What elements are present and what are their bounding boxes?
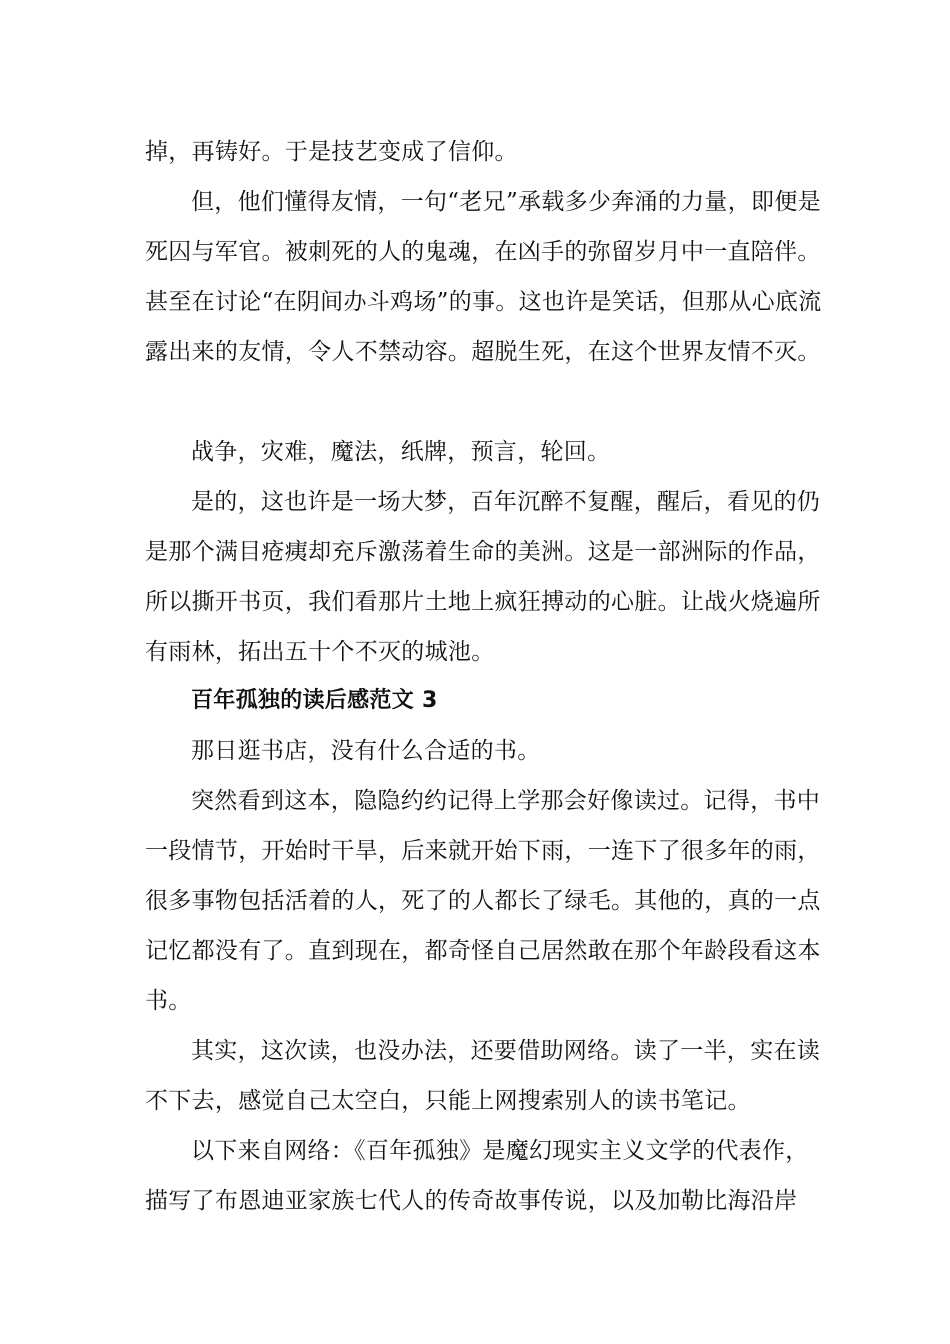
paragraph-keywords: 战争，灾难，魔法，纸牌，预言，轮回。 xyxy=(191,439,611,465)
paragraph-friendship: 但，他们懂得友情，一句“老兄”承载多少奔涌的力量，即便是死囚与军官。被刺死的人的鬼魂，在凶手的弥留岁月中一直陪伴。甚至在讨论“在阴间办斗鸡场”的事。这也许是笑话，但那从心底流露出来的友情，令人不禁动容。超脱生死，在这个世界友情不灭。 xyxy=(145,189,822,365)
paragraph-quote: 以下来自网络：《百年孤独》是魔幻现实主义文学的代表作，描写了布恩迪亚家族七代人的传奇故事传说，以及加勒比海沿岸 xyxy=(145,1138,809,1214)
section-heading: 百年孤独的读后感范文 3 xyxy=(191,688,438,713)
paragraph-bookstore: 那日逛书店，没有什么合适的书。 xyxy=(191,738,541,764)
paragraph-memory: 突然看到这本，隐隐约约记得上学那会好像读过。记得，书中一段情节，开始时干旱，后来就开始下雨，一连下了很多年的雨，很多事物包括活着的人，死了的人都长了绿毛。其他的，真的一点记忆都没有了。直到现在，都奇怪自己居然敢在那个年龄段看这本书。 xyxy=(145,788,821,1014)
paragraph-reading: 其实，这次读，也没办法，还要借助网络。读了一半，实在读不下去，感觉自己太空白，只能上网搜索别人的读书笔记。 xyxy=(145,1038,821,1114)
paragraph-dream: 是的，这也许是一场大梦，百年沉醉不复醒，醒后，看见的仍是那个满目疮痍却充斥激荡着生命的美洲。这是一部洲际的作品，所以撕开书页，我们看那片土地上疯狂搏动的心脏。让战火烧遍所有雨林，拓出五十个不灭的城池。 xyxy=(145,489,821,665)
paragraph-continuation: 掉，再铸好。于是技艺变成了信仰。 xyxy=(145,139,518,165)
